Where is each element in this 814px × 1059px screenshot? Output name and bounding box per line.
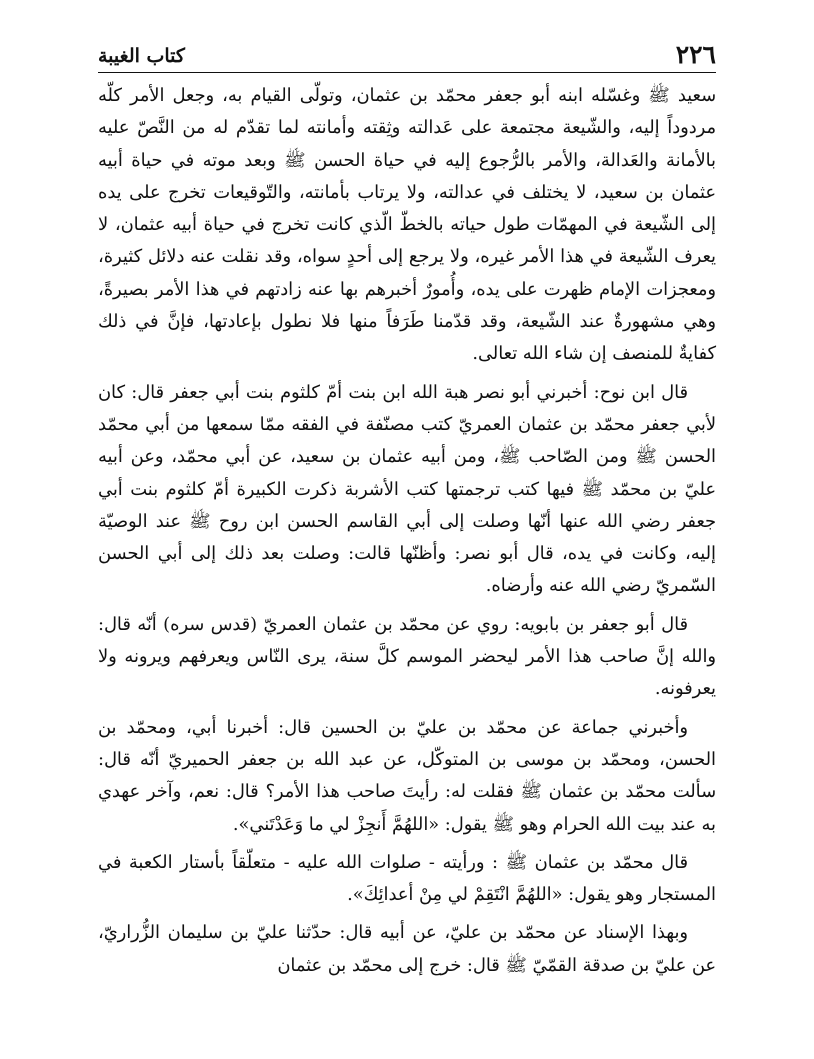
page-header [98, 36, 716, 73]
running-title: كتاب الغيبة [98, 45, 185, 67]
paragraph: وأخبرني جماعة عن محمّد بن عليّ بن الحسين قال: أخبرنا أبي، ومحمّد بن الحسن، ومحمّد بن موسى بن المتوكّل، عن عبد الله بن جعفر الحميريّ أنّه قال: سألت محمّد بن عثمان ﷺ فقلت له: رأيتَ صاحب هذا الأمر؟ قال: نعم، وآخر عهدي به عند بيت الله الحرام وهو ﷺ يقول: «اللهُمَّ أَنجِزْ لي ما وَعَدْتَني». [98, 716, 716, 835]
paragraph: وبهذا الإسناد عن محمّد بن عليّ، عن أبيه قال: حدّثنا عليّ بن سليمان الزُّراريّ، عن عليّ بن صدقة القمّيّ ﷺ قال: خرج إلى محمّد بن عثمان [98, 922, 716, 976]
paragraph: قال محمّد بن عثمان ﷺ : ورأيته - صلوات الله عليه - متعلّقاً بأستار الكعبة في المستجار وهو يقول: «اللهُمَّ انْتَقِمْ لي مِنْ أعدائِكَ». [98, 851, 716, 906]
page-number: ٢٢٦ [675, 40, 716, 69]
paragraph: قال أبو جعفر بن بابويه: روي عن محمّد بن عثمان العمريّ (قدس سره) أنّه قال: والله إنَّ صاحب هذا الأمر ليحضر الموسم كلَّ سنة، يرى النّاس ويعرفهم ويرونه ولا يعرفونه. [98, 613, 716, 700]
paragraph: قال ابن نوح: أخبرني أبو نصر هبة الله ابن بنت أمّ كلثوم بنت أبي جعفر قال: كان لأبي جعفر محمّد بن عثمان العمريّ كتب مصنّفة في الفقه ممّا سمعها من أبي محمّد الحسن ﷺ ومن الصّاحب ﷺ، ومن أبيه عثمان بن سعيد، عن أبي محمّد، وعن أبيه عليّ بن محمّد ﷺ فيها كتب ترجمتها كتب الأشربة ذكرت الكبيرة أمّ كلثوم بنت أبي جعفر رضي الله عنها أنّها وصلت إلى أبي القاسم الحسن ابن روح ﷺ عند الوصيّة إليه، وكانت في يده، قال أبو نصر: وأظنّها قالت: وصلت بعد ذلك إلى أبي الحسن السّمريّ رضي الله عنه وأرضاه. [98, 381, 716, 597]
body-text [98, 80, 716, 988]
paragraph: سعيد ﷺ وغسّله ابنه أبو جعفر محمّد بن عثمان، وتولّى القيام به، وجعل الأمر كلّه مردوداً إليه، والشّيعة مجتمعة على عَدالته وثِقته وأمانته لما تقدّم له من النَّصّ عليه بالأمانة والعَدالة، والأمر بالرُّجوع إليه في حياة الحسن ﷺ وبعد موته في حياة أبيه عثمان بن سعيد، لا يختلف في عدالته، ولا يرتاب بأمانته، والتّوقيعات تخرج على يده إلى الشّيعة في المهمّات طول حياته بالخطّ الّذي كانت تخرج في حياة أبيه عثمان، لا يعرف الشّيعة في هذا الأمر غيره، ولا يرجع إلى أحدٍ سواه، وقد نقلت عنه دلائل كثيرة، ومعجزات الإمام ظهرت على يده، وأُمورٌ أخبرهم بها عنه زادتهم في هذا الأمر بصيرةً، وهي مشهورةٌ عند الشّيعة، وقد قدّمنا طَرَفاً منها فلا نطول بإعادتها، فإنَّ في ذلك كفايةٌ للمنصف إن شاء الله تعالى. [98, 85, 716, 365]
